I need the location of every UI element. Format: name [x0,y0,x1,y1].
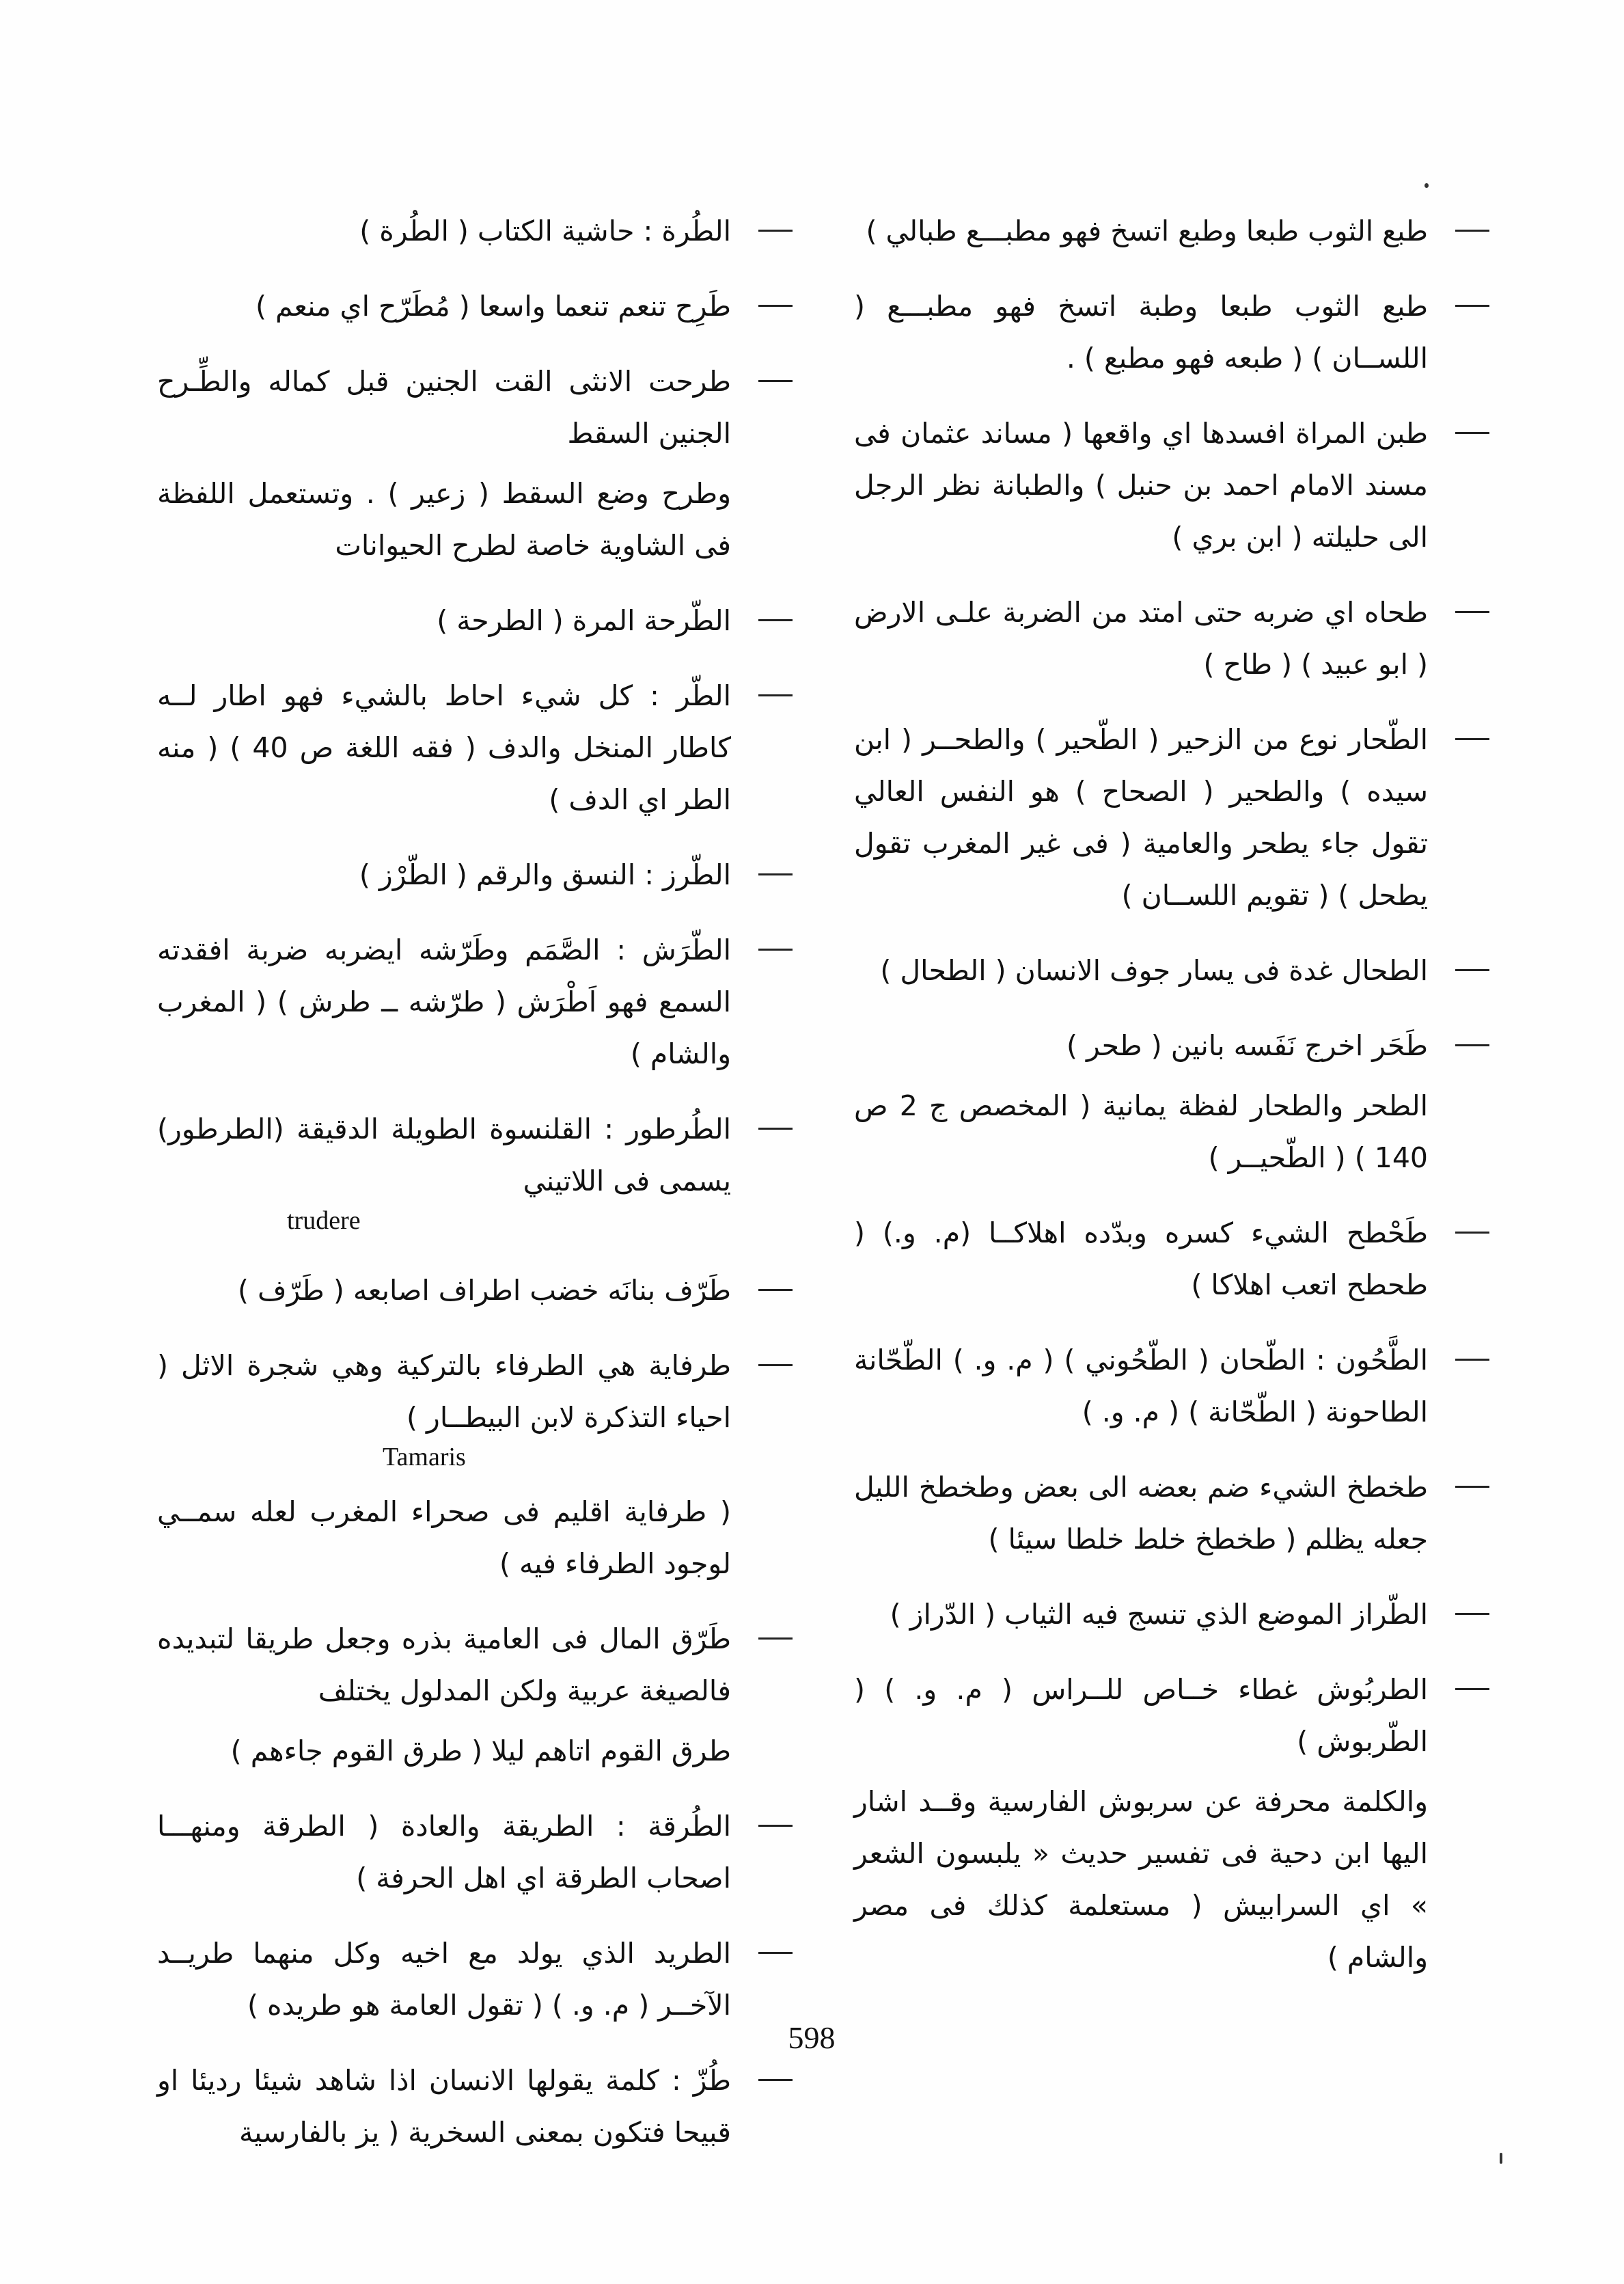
dictionary-entry [157,595,793,647]
dictionary-entry [854,205,1489,257]
entry-dash [758,1289,793,1291]
entry-dash [1455,230,1489,232]
entry-text: الطحر والطحار لفظة يمانية ( المخصص ج 2 ص 140 ) ( الطّحيــر ) [854,1089,1428,1174]
right-column [854,205,1489,2007]
dictionary-entry [854,280,1489,384]
entry-text: طَرِح تنعم تنعما واسعا ( مُطَرّح اي منعم ) [256,290,731,323]
scan-speck [1425,183,1429,188]
entry-continuation [854,1776,1489,1983]
page-number: 598 [788,2020,836,2055]
entry-text: الطّرز : النسق والرقم ( الطّرْز ) [359,858,731,891]
entry-dash [758,949,793,951]
dictionary-entry [854,586,1489,690]
entry-text: ( طرفاية اقليم فى صحراء المغرب لعله سمــي لوجود الطرفاء فيه ) [157,1495,731,1580]
entry-dash [1455,1359,1489,1361]
entry-dash [758,1364,793,1366]
entry-dash [1455,432,1489,434]
entry-continuation [157,1725,793,1777]
entry-dash [758,1825,793,1827]
dictionary-entry [157,924,793,1080]
entry-dash [1455,969,1489,971]
entry-dash [1455,611,1489,613]
entry-text: الطّرحة المرة ( الطرحة ) [437,604,731,637]
entry-dash [758,230,793,232]
entry-text: وطرح وضع السقط ( زعير ) . وتستعمل اللفظة فى الشاوية خاصة لطرح الحيوانات [157,477,731,562]
entry-dash [1455,738,1489,740]
entry-dash [1455,1613,1489,1615]
dictionary-entry [157,2054,793,2158]
entry-text: طبع الثوب طبعا وطبع اتسخ فهو مطبـــع طبالي ) [866,215,1428,247]
dictionary-entry [854,944,1489,996]
entry-continuation [854,1080,1489,1184]
entry-text: الطَّحُون : الطّحان ( الطّحُوني ) ( م. و. ) الطّحّانة الطاحونة ( الطّحّانة ) ( م. و. ) [854,1344,1428,1428]
entry-text: الطُرطور : القلنسوة الطويلة الدقيقة (الطرطور) يسمى فى اللاتيني [157,1113,731,1197]
entry-dash [758,873,793,875]
dictionary-entry [854,1461,1489,1565]
entry-text: طحاه اي ضربه حتى امتد من الضربة علـى الارض ( ابو عبيد ) ( طاح ) [854,596,1428,681]
entry-text: طَحَر اخرج نَفَسه بانين ( طحر ) [1066,1029,1428,1062]
entry-text: الطّراز الموضع الذي تنسج فيه الثياب ( الدّراز ) [890,1598,1428,1631]
entry-dash [1455,1044,1489,1046]
entry-dash [758,2079,793,2081]
entry-text: طرفاية هي الطرفاء بالتركية وهي شجرة الاثل ( احياء التذكرة لابن البيطــار ) [157,1349,731,1434]
entry-text: الطُرقة : الطريقة والعادة ( الطرقة ومنهـــا اصحاب الطرقة اي اهل الحرفة ) [157,1810,731,1894]
entry-text: طَحْطح الشيء كسره وبدّده اهلاكــا (م. و.) ( طحطح اتعب اهلاكا ) [854,1216,1428,1301]
entry-text: الطّر : كل شيء احاط بالشيء فهو اطار لــه كاطار المنخل والدف ( فقه اللغة ص 40 ) ( منه الطر اي الدف ) [157,679,732,816]
entry-text: طُزّ : كلمة يقولها الانسان اذا شاهد شيئا رديئا او قبيحا فتكون بمعنى السخرية ( يز بالفارسية [157,2064,731,2149]
entry-text: الطربُوش غطاء خــاص للــراس ( م. و. ) ( الطّربوش ) [854,1673,1428,1758]
entry-dash [758,1128,793,1130]
entry-text: طرحت الانثى القت الجنين قبل كماله والطِّـرح الجنين السقط [157,365,731,450]
entry-text: طَرّف بنانَه خضب اطراف اصابعه ( طَرّف ) [238,1274,731,1307]
dictionary-entry [854,713,1489,921]
left-column [157,205,793,2181]
entry-dash [758,380,793,382]
entry-continuation [157,467,793,571]
scan-speck [1500,2153,1502,2164]
entry-dash [758,694,793,696]
entry-text: طبن المراة افسدها اي واقعها ( مساند عثمان فى مسند الامام احمد بن حنبل ) والطبانة نظر الرجل الى حليلته ( ابن بري ) [854,417,1428,554]
entry-text: طَرّق المال فى العامية بذره وجعل طريقا لتبديده فالصيغة عربية ولكن المدلول يختلف [157,1622,731,1707]
dictionary-entry [157,1103,793,1241]
latin-word: trudere [287,1206,361,1235]
entry-text: الطريد الذي يولد مع اخيه وكل منهما طريــد الآخــر ( م. و. ) ( تقول العامة هو طريده ) [157,1937,731,2022]
entry-continuation [157,1486,793,1590]
entry-text: الطّحار نوع من الزحير ( الطّحير ) والطحــر ( ابن سيده ) والطحير ( الصحاح ) هو النفس العالي تقول جاء يطحر والعامية ( فى غير المغرب تقول يطحل ) ( تقويم اللســان ) [854,723,1428,912]
dictionary-entry [854,1663,1489,1767]
latin-word: Tamaris [383,1443,466,1471]
entry-dash [758,1952,793,1954]
dictionary-entry [157,355,793,459]
entry-text: طبع الثوب طبعا وطبة اتسخ فهو مطبـــع ( اللســان ) ( طبعه فهو مطبع ) . [854,290,1428,375]
entry-dash [1455,1232,1489,1234]
dictionary-entry [157,205,793,257]
entry-text: الطحال غدة فى يسار جوف الانسان ( الطحال ) [880,954,1428,987]
dictionary-entry [854,1207,1489,1311]
entry-dash [758,619,793,621]
dictionary-entry [157,1927,793,2031]
dictionary-entry [854,1020,1489,1072]
entry-text: والكلمة محرفة عن سربوش الفارسية وقــد اشار اليها ابن دحية فى تفسير حديث « يلبسون الشعر » اي السرابيش ( مستعلمة كذلك فى مصر والشام ) [854,1785,1428,1974]
entry-dash [758,305,793,307]
entry-text: طرق القوم اتاهم ليلا ( طرق القوم جاءهم ) [230,1735,731,1767]
entry-dash [1455,305,1489,307]
dictionary-entry [157,280,793,332]
dictionary-entry [157,1800,793,1904]
dictionary-entry [157,1264,793,1316]
entry-dash [758,1637,793,1640]
entry-text: طخطخ الشيء ضم بعضه الى بعض وطخطخ الليل جعله يظلم ( طخطخ خلط خلطا سيئا ) [854,1471,1428,1555]
dictionary-entry [157,1613,793,1717]
dictionary-entry [854,1334,1489,1438]
dictionary-entry [854,1588,1489,1640]
dictionary-entry [157,670,793,826]
entry-text: الطُرة : حاشية الكتاب ( الطُرة ) [359,215,731,247]
entry-dash [1455,1688,1489,1690]
dictionary-entry [854,407,1489,563]
dictionary-entry [157,849,793,901]
dictionary-entry [157,1340,793,1478]
entry-text: الطّرَش : الصَّمَم وطَرّشه ايضربه ضربة افقدته السمع فهو اَطْرَش ( طرّشه ــ طرش ) ( المغرب والشام ) [157,934,731,1070]
entry-dash [1455,1486,1489,1488]
